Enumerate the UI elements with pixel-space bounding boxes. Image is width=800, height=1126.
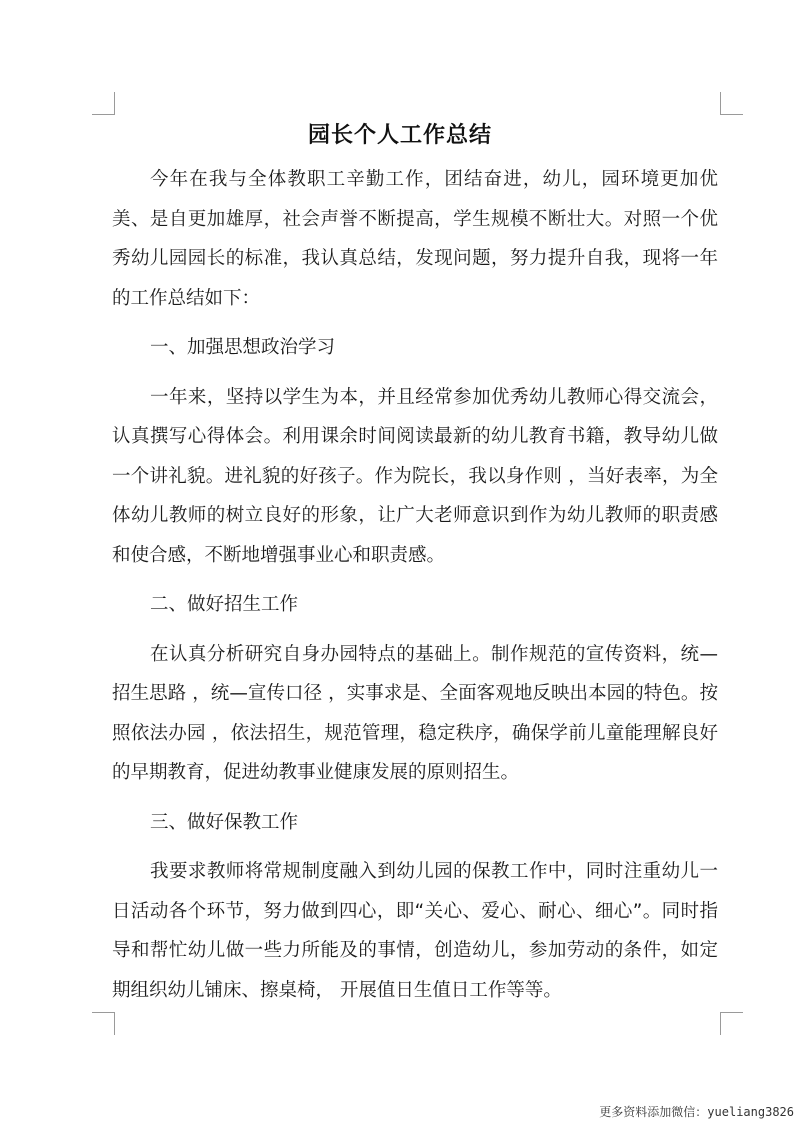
crop-mark-bottom-left	[92, 1012, 115, 1035]
section-heading-1: 一、加强思想政治学习	[150, 337, 336, 358]
section-body-3: 我要求教师将常规制度融入到幼儿园的保教工作中，同时注重幼儿一日活动各个环节，努力做到四心，即“关心、爱心、耐心、细心”。同时指导和帮忙幼儿做一些力所能及的事情，创造幼儿，参加劳动的条件，如定期组织幼儿铺床、擦桌椅， 开展值日生值日工作等等。	[112, 861, 718, 1001]
intro-paragraph: 今年在我与全体教职工辛勤工作，团结奋进，幼儿，园环境更加优美、是自更加雄厚，社会声誉不断提高，学生规模不断壮大。对照一个优秀幼儿园园长的标准，我认真总结，发现问题，努力提升自我，现将一年的工作总结如下：	[112, 169, 718, 309]
section-heading-3: 三、做好保教工作	[150, 811, 299, 833]
crop-mark-top-right	[720, 92, 743, 115]
section-body-1: 一年来，坚持以学生为本，并且经常参加优秀幼儿教师心得交流会，认真撰写心得体会。利用课余时间阅读最新的幼儿教育书籍，教导幼儿做一个讲礼貌。进礼貌的好孩子。作为院长，我以身作则 ，当好表率，为全体幼儿教师的树立良好的形象，让广大老师意识到作为幼儿教师的职责感和使合感，不断地增强事业心和职责感。	[112, 386, 718, 566]
crop-mark-top-left	[92, 92, 115, 115]
footer-contact-note: 更多资料添加微信：yueliang3826	[599, 1105, 794, 1119]
section-body-2: 在认真分析研究自身办园特点的基础上。制作规范的宣传资料，统—招生思路 ，统—宣传口径 ，实事求是、全面客观地反映出本园的特色。按照依法办园 ，依法招生，规范管理，稳定秩序，确保学前儿童能理解良好的早期教育，促进幼教事业健康发展的原则招生。	[112, 643, 718, 783]
document-title: 园长个人工作总结	[307, 123, 492, 148]
crop-mark-bottom-right	[720, 1012, 743, 1035]
document-body	[112, 160, 718, 1010]
section-heading-2: 二、做好招生工作	[150, 594, 299, 615]
